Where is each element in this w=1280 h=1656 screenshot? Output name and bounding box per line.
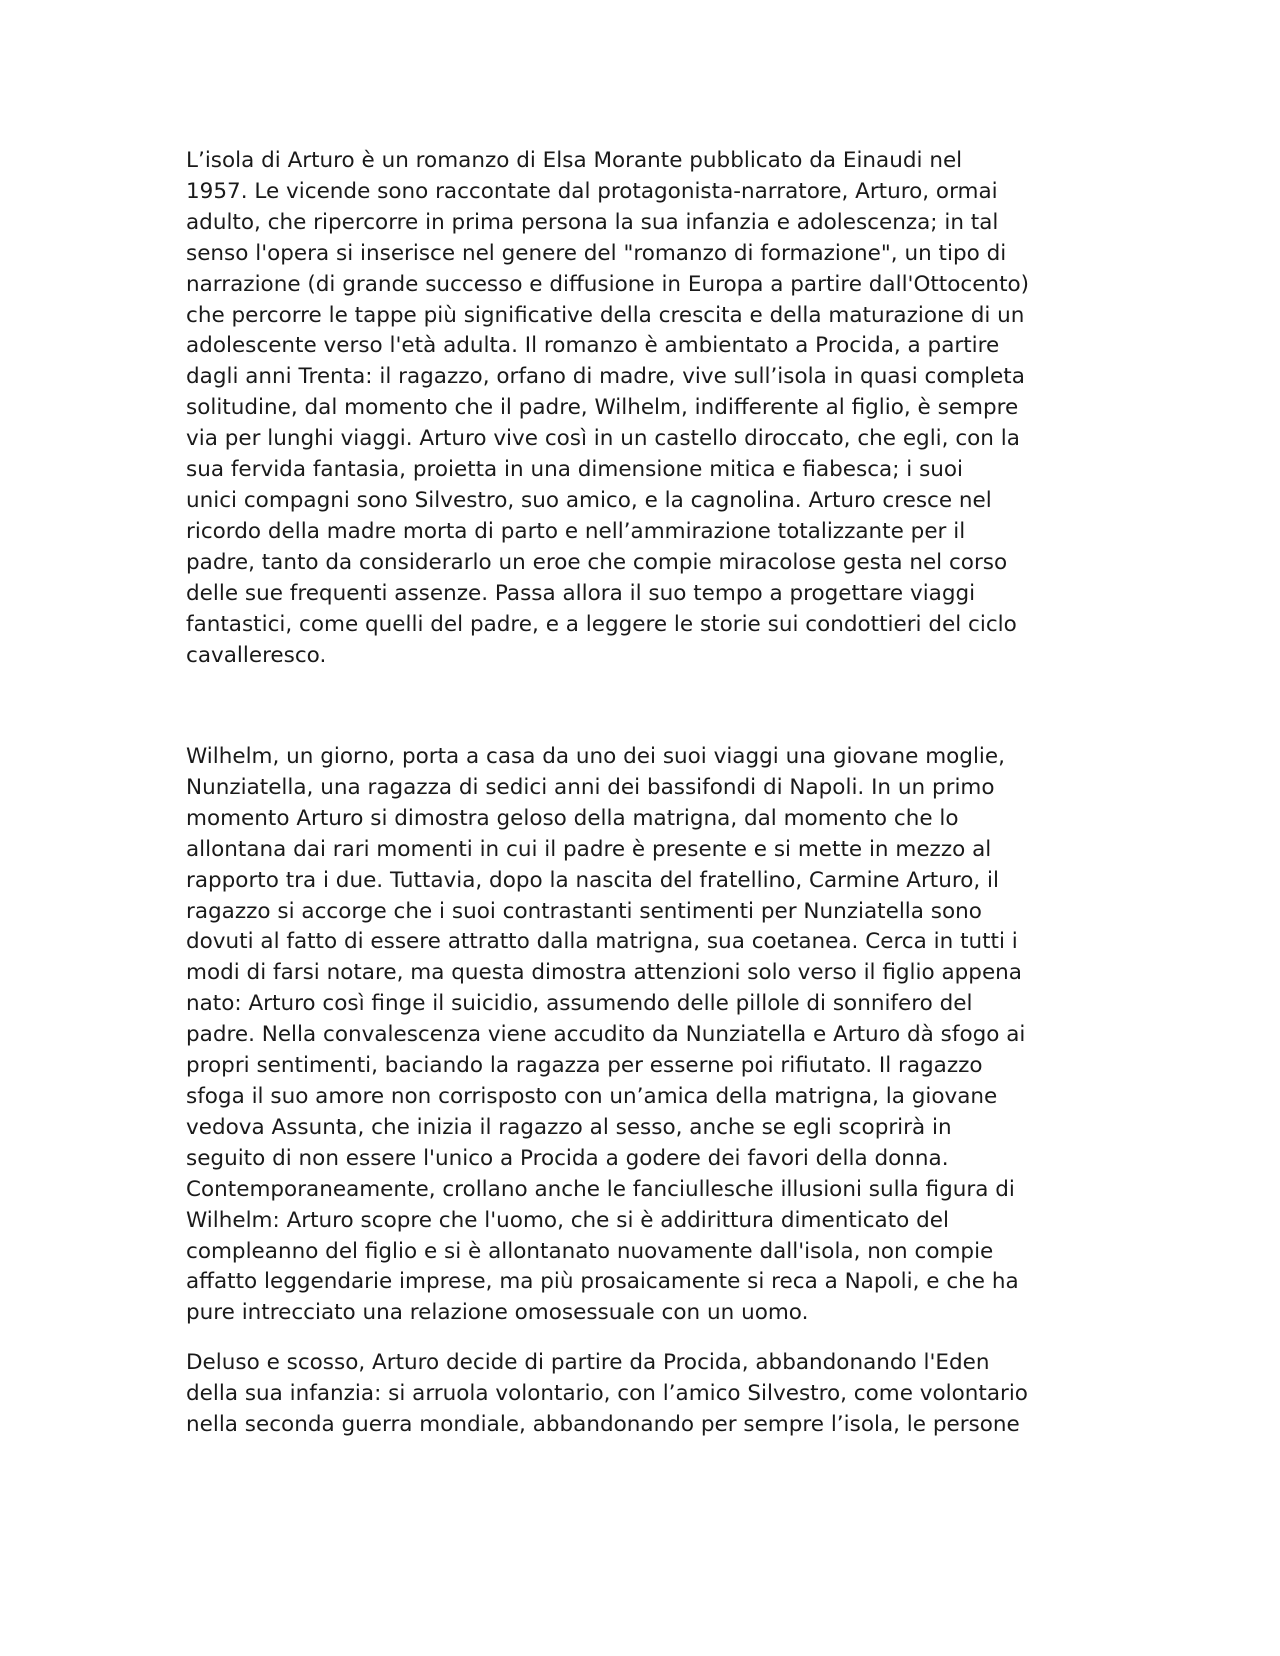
text-line: propri sentimenti, baciando la ragazza per esserne poi rifiutato. Il ragazzo — [186, 1053, 983, 1079]
text-line: padre. Nella convalescenza viene accudito da Nunziatella e Arturo dà sfogo ai — [186, 1022, 1026, 1048]
text-line: dagli anni Trenta: il ragazzo, orfano di madre, vive sull’isola in quasi completa — [186, 364, 1025, 390]
text-line: Deluso e scosso, Arturo decide di partire da Procida, abbandonando l'Eden — [186, 1350, 990, 1375]
text-line: che percorre le tappe più significative della crescita e della maturazione di un — [186, 302, 1025, 328]
text-line: dovuti al fatto di essere attratto dalla matrigna, sua coetanea. Cerca in tutti i — [186, 929, 1018, 955]
text-line: unici compagni sono Silvestro, suo amico, e la cagnolina. Arturo cresce nel — [186, 487, 992, 513]
paragraph-1 — [186, 146, 1086, 671]
text-line: sua fervida fantasia, proietta in una dimensione mitica e fiabesca; i suoi — [186, 457, 964, 483]
text-line: vedova Assunta, che inizia il ragazzo al sesso, anche se egli scoprirà in — [186, 1114, 952, 1140]
text-line: ricordo della madre morta di parto e nell’ammirazione totalizzante per il — [186, 518, 966, 544]
text-line: affatto leggendarie imprese, ma più prosaicamente si reca a Napoli, e che ha — [186, 1269, 1019, 1295]
text-line: L’isola di Arturo è un romanzo di Elsa Morante pubblicato da Einaudi nel — [186, 148, 963, 173]
text-line: cavalleresco. — [186, 642, 327, 668]
text-line: sfoga il suo amore non corrisposto con un’amica della matrigna, la giovane — [186, 1083, 998, 1109]
text-line: narrazione (di grande successo e diffusione in Europa a partire dall'Ottocento) — [186, 271, 1030, 297]
text-line: allontana dai rari momenti in cui il padre è presente e si mette in mezzo al — [186, 836, 992, 862]
text-line: senso l'opera si inserisce nel genere del "romanzo di formazione", un tipo di — [186, 240, 1007, 266]
text-line: pure intrecciato una relazione omosessuale con un uomo. — [186, 1300, 809, 1326]
text-line: fantastici, come quelli del padre, e a leggere le storie sui condottieri del ciclo — [186, 611, 1017, 637]
text-line: via per lunghi viaggi. Arturo vive così in un castello diroccato, che egli, con la — [186, 426, 1020, 452]
text-line: Nunziatella, una ragazza di sedici anni dei bassifondi di Napoli. In un primo — [186, 774, 995, 800]
text-line: padre, tanto da considerarlo un eroe che compie miracolose gesta nel corso — [186, 549, 1008, 575]
text-line: momento Arturo si dimostra geloso della matrigna, dal momento che lo — [186, 805, 959, 831]
text-line: nato: Arturo così finge il suicidio, assumendo delle pillole di sonnifero del — [186, 991, 973, 1017]
paragraph-3 — [186, 1348, 1086, 1441]
text-line: Wilhelm, un giorno, porta a casa da uno dei suoi viaggi una giovane moglie, — [186, 744, 1005, 769]
text-line: compleanno del figlio e si è allontanato nuovamente dall'isola, non compie — [186, 1238, 994, 1264]
text-line: seguito di non essere l'unico a Procida a godere dei favori della donna. — [186, 1145, 949, 1171]
paragraph-2 — [186, 742, 1086, 1329]
text-line: ragazzo si accorge che i suoi contrastanti sentimenti per Nunziatella sono — [186, 898, 982, 924]
text-line: Wilhelm: Arturo scopre che l'uomo, che si è addirittura dimenticato del — [186, 1207, 949, 1233]
text-line: adulto, che ripercorre in prima persona la sua infanzia e adolescenza; in tal — [186, 209, 999, 235]
text-line: solitudine, dal momento che il padre, Wilhelm, indifferente al figlio, è sempre — [186, 395, 1019, 421]
text-line: adolescente verso l'età adulta. Il romanzo è ambientato a Procida, a partire — [186, 333, 1000, 359]
text-line: Contemporaneamente, crollano anche le fanciullesche illusioni sulla figura di — [186, 1176, 1015, 1202]
text-line: nella seconda guerra mondiale, abbandonando per sempre l’isola, le persone — [186, 1411, 1020, 1437]
text-line: della sua infanzia: si arruola volontario, con l’amico Silvestro, come volontario — [186, 1380, 1028, 1406]
text-line: modi di farsi notare, ma questa dimostra attenzioni solo verso il figlio appena — [186, 960, 1022, 986]
text-line: 1957. Le vicende sono raccontate dal protagonista-narratore, Arturo, ormai — [186, 178, 998, 204]
text-line: delle sue frequenti assenze. Passa allora il suo tempo a progettare viaggi — [186, 580, 976, 606]
text-line: rapporto tra i due. Tuttavia, dopo la nascita del fratellino, Carmine Arturo, il — [186, 867, 999, 893]
